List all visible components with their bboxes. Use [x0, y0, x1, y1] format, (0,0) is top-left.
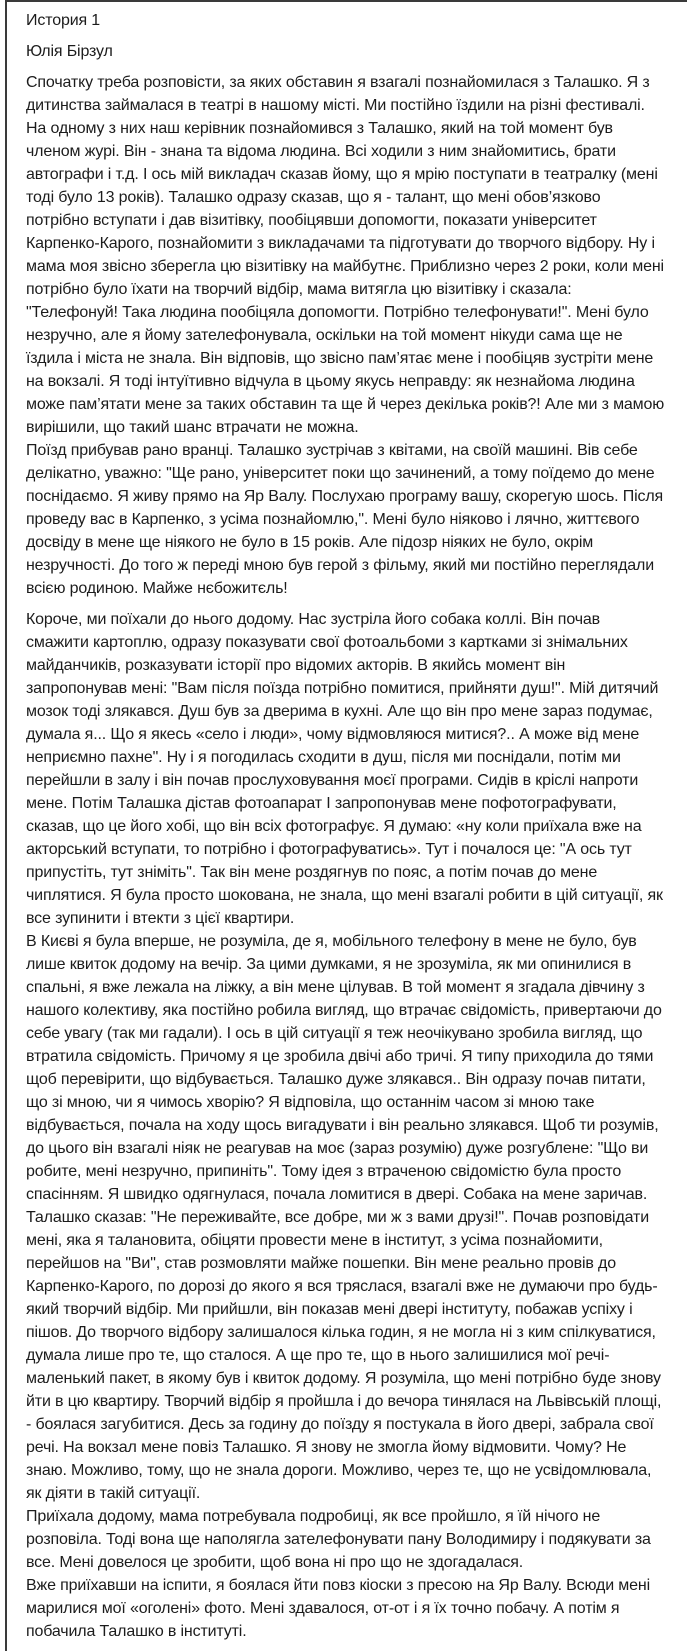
text-line: Вже приїхавши на іспити, я боялася йти повз кіоски з пресою на Яр Валу. Всюди мені марилися мої «оголені» фото. Мені здавалося, от-от і я їх точно побачу. А потім я побачила Талашко в інституті.	[26, 1577, 650, 1640]
author-name: Юлія Бірзул	[26, 43, 113, 60]
story-title: История 1	[26, 12, 101, 29]
story-text	[26, 71, 666, 1643]
text-line: В Києві я була вперше, не розуміла, де я, мобільного телефону в мене не було, був лише квиток додому на вечір. За цими думками, я не зрозуміла, як ми опинилися в спальні, я вже лежала на ліжку, а він мене цілував. В той момент я згадала дівчину з нашого колективу, яка постійно робила вигляд, що втрачає свідомість, привертаючи до себе увагу (так ми гадали). І ось в цій ситуації я теж неочікувано зробила вигляд, що втратила свідомість. Причому я це зробила двічі або тричі. Я типу приходила до тями щоб перевірити, що відбувається. Талашко дуже злякався.. Він одразу почав питати, що зі мною, чи я чимось хворію? Я відповіла, що останнім часом зі мною таке відбувається, почала на ходу щось вигадувати і він реально злякався. Щоб ти розумів, до цього він взагалі ніяк не реагував на моє (зараз розумію) дуже розгублене: "Що ви робите, мені незручно, припиніть". Тому ідея з втраченою свідомістю була просто спасінням. Я швидко одягнулася, почала ломитися в двері. Собака на мене заричав. Талашко сказав: "Не переживайте, все добре, ми ж з вами друзі!". Почав розповідати мені, яка я талановита, обіцяти провести мене в інститут, з усіма познайомити, перейшов на "Ви", став розмовляти майже пошепки. Він мене реально провів до Карпенко-Карого, по дорозі до якого я вся тряслася, взагалі вже не думаючи про будь-який творчий відбір. Ми прийшли, він показав мені двері інституту, побажав успіху і пішов. До творчого відбору залишалося кілька годин, я не могла ні з ким спілкуватися, думала лише про те, що сталося. А ще про те, що в нього залишилися мої речі- маленький пакет, в якому був і квиток додому. Я розуміла, що мені потрібно буде знову йти в цю квартиру. Творчий відбір я пройшла і до вечора тинялася на Львівській площі, - боялася загубитися. Десь за годину до поїзду я постукала в його двері, забрала свої речі. На вокзал мене повіз Талашко. Я знову не змогла йому відмовити. Чому? Не знаю. Можливо, тому, що не знала дороги. Можливо, через те, що не усвідомлювала, як діяти в такій ситуації.	[26, 933, 662, 1502]
text-line: Поїзд прибував рано вранці. Талашко зустрічав з квітами, на своїй машині. Вів себе делікатно, уважно: "Ще рано, університет поки що зачинений, а тому поїдемо до мене поснідаємо. Я живу прямо на Яр Валу. Послухаю програму вашу, скорегую шось. Після проведу вас в Карпенко, з усіма познайомлю,". Мені було ніяково і лячно, життєвого досвіду в мене ще ніякого не було в 15 років. Але підозр ніяких не було, окрім незручності. До того ж переді мною був герой з фільму, який ми постійно переглядали всією родиною. Майже нєбожитєль!	[26, 442, 664, 597]
paragraph	[26, 608, 666, 1643]
text-line: Короче, ми поїхали до нього додому. Нас зустріла його собака коллі. Він почав смажити картоплю, одразу показувати свої фотоальбоми з картками зі знімальних майданчиків, розказувати історії про відомих акторів. В якийсь момент він запропонував мені: "Вам після поїзда потрібно помитися, прийняти душ!". Мій дитячий мозок тоді злякався. Душ був за дверима в кухні. Але що він про мене зараз подумає, думала я... Що я якесь «село і люди», чому відмовляюся митися?.. А може від мене неприємно пахне". Ну і я погодилась сходити в душ, після ми поснідали, потім ми перейшли в залу і він почав прослуховування моєї програми. Сидів в кріслі напроти мене. Потім Талашка дістав фотоапарат І запропонував мене пофотографувати, сказав, що це його хобі, що він всіх фотографує. Я думаю: «ну коли приїхала вже на акторський вступати, то потрібно і фотографуватись». Тут і почалося це: "А ось тут припустіть, тут зніміть". Так він мене роздягнув по пояс, а потім почав до мене чиплятися. Я була просто шокована, не знала, що мені взагалі робити в цій ситуації, як все зупинити і втекти з цієї квартири.	[26, 611, 663, 927]
text-line: Приїхала додому, мама потребувала подробиці, як все пройшло, я їй нічого не розповіла. Тоді вона ще наполягла зателефонувати пану Володимиру і подякувати за все. Мені довелося це зробити, щоб вона ні про що не здогадалася.	[26, 1508, 651, 1571]
paragraph	[26, 71, 666, 600]
text-line: Спочатку треба розповісти, за яких обставин я взагалі познайомилася з Талашко. Я з дитинства займалася в театрі в нашому місті. Ми постійно їздили на різні фестивалі. На одному з них наш керівник познайомився з Талашко, який на той момент був членом журі. Він - знана та відома людина. Всі ходили з ним знайомитись, брати автографи і т.д. І ось мій викладач сказав йому, що я мрію поступати в театралку (мені тоді було 13 років). Талашко одразу сказав, що я - талант, що мені обов’язково потрібно вступати і дав візитівку, пообіцявши допомогти, показати університет Карпенко-Карого, познайомити з викладачами та підготувати до творчого відбору. Ну і мама моя звісно зберегла цю візитівку на майбутнє. Приблизно через 2 роки, коли мені потрібно було їхати на творчий відбір, мама витягла цю візитівку і сказала: "Телефонуй! Така людина пообіцяла допомогти. Потрібно телефонувати!". Мені було незручно, але я йому зателефонувала, оскільки на той момент нікуди сама ще не їздила і міста не знала. Він відповів, що звісно пам’ятає мене і пообіцяв зустріти мене на вокзалі. Я тоді інтуїтивно відчула в цьому якусь неправду: як незнайома людина може пам’ятати мене за таких обставин та ще й через декілька років?! Але ми з мамою вирішили, що такий шанс втрачати не можна.	[26, 74, 665, 436]
document	[5, 0, 687, 1651]
